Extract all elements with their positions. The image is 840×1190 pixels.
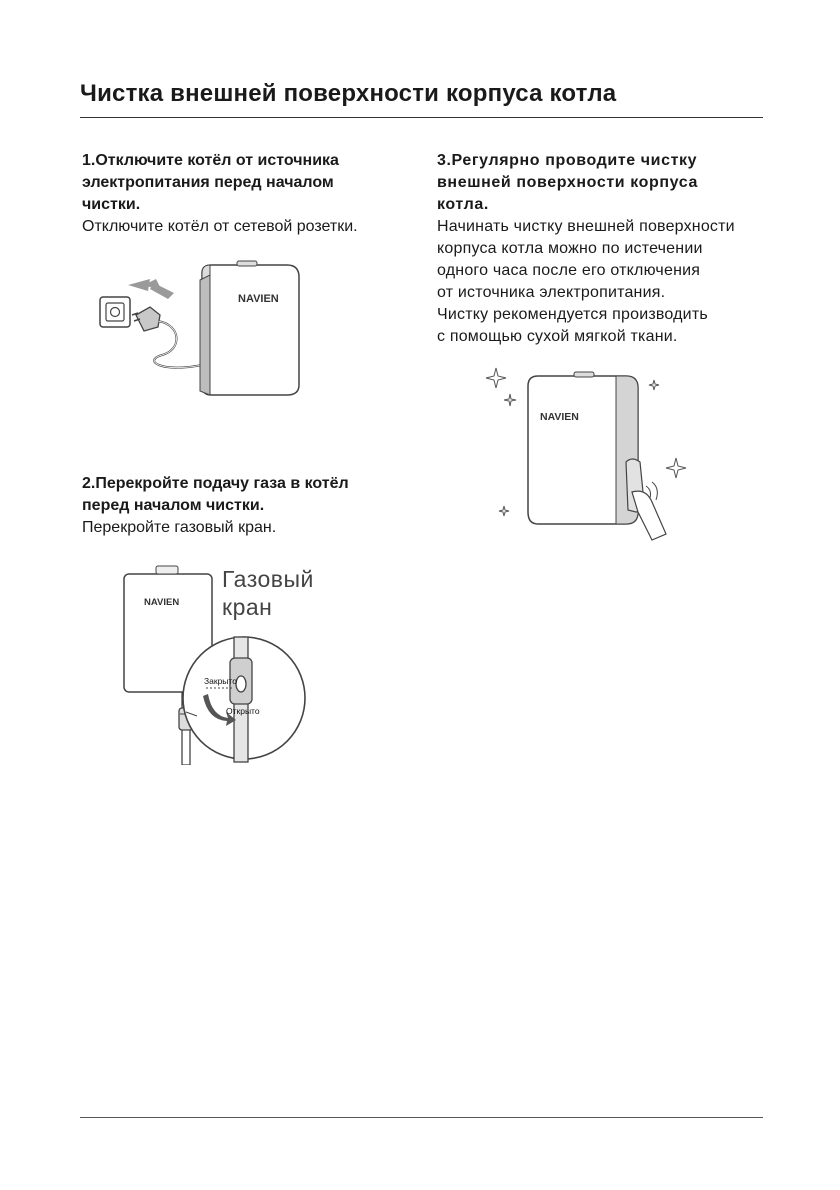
step-3-body-line: Чистку рекомендуется производить: [437, 306, 708, 323]
page-title: Чистка внешней поверхности корпуса котла: [80, 80, 617, 107]
step-2-body-line: Перекройте газовый кран.: [82, 519, 277, 536]
footer-divider: [80, 1117, 763, 1118]
gas-valve-caption-line: Газовый: [222, 566, 314, 592]
step-1: [82, 150, 382, 238]
step-3: [437, 150, 737, 348]
cleaning-illustration: [480, 362, 695, 542]
step-3-body-line: корпуса котла можно по истечении: [437, 240, 703, 257]
step-1-heading: [82, 150, 382, 216]
step-1-heading-line: чистки.: [82, 196, 141, 213]
valve-zoom-detail: [183, 637, 305, 762]
step-3-body-line: с помощью сухой мягкой ткани.: [437, 328, 678, 345]
step-3-body: [437, 216, 737, 348]
step-3-heading: [437, 150, 737, 216]
plug-icon: [132, 307, 160, 331]
valve-closed-label: Закрыто: [204, 676, 237, 686]
step-3-body-line: одного часа после его отключения: [437, 262, 701, 279]
brand-logo: NAVIEN: [540, 411, 579, 423]
gas-valve-illustration: [120, 560, 320, 765]
step-1-heading-line: 1.Отключите котёл от источника: [82, 152, 339, 169]
valve-open-label: Открыто: [226, 706, 260, 716]
step-1-heading-line: электропитания перед началом: [82, 174, 334, 191]
title-divider: [80, 117, 763, 118]
brand-logo: NAVIEN: [144, 597, 180, 608]
step-1-body: [82, 216, 382, 238]
step-3-body-line: от источника электропитания.: [437, 284, 666, 301]
step-2-heading-line: 2.Перекройте подачу газа в котёл: [82, 475, 349, 492]
step-3-heading-line: 3.Регулярно проводите чистку: [437, 152, 698, 169]
step-3-heading-line: внешней поверхности корпуса: [437, 174, 698, 191]
hand-with-cloth-icon: [626, 459, 666, 540]
unplug-illustration: [92, 255, 307, 405]
step-2-body: [82, 517, 382, 539]
boiler-icon: [528, 372, 638, 524]
gas-valve-caption-line: кран: [222, 594, 273, 620]
step-3-body-line: Начинать чистку внешней поверхности: [437, 218, 735, 235]
step-2-heading: [82, 473, 382, 517]
step-2-heading-line: перед началом чистки.: [82, 497, 265, 514]
boiler-icon: [200, 261, 299, 395]
step-3-heading-line: котла.: [437, 196, 489, 213]
step-1-body-line: Отключите котёл от сетевой розетки.: [82, 218, 358, 235]
wall-socket-icon: [100, 297, 130, 327]
brand-logo: NAVIEN: [238, 293, 279, 305]
step-2: [82, 473, 382, 539]
